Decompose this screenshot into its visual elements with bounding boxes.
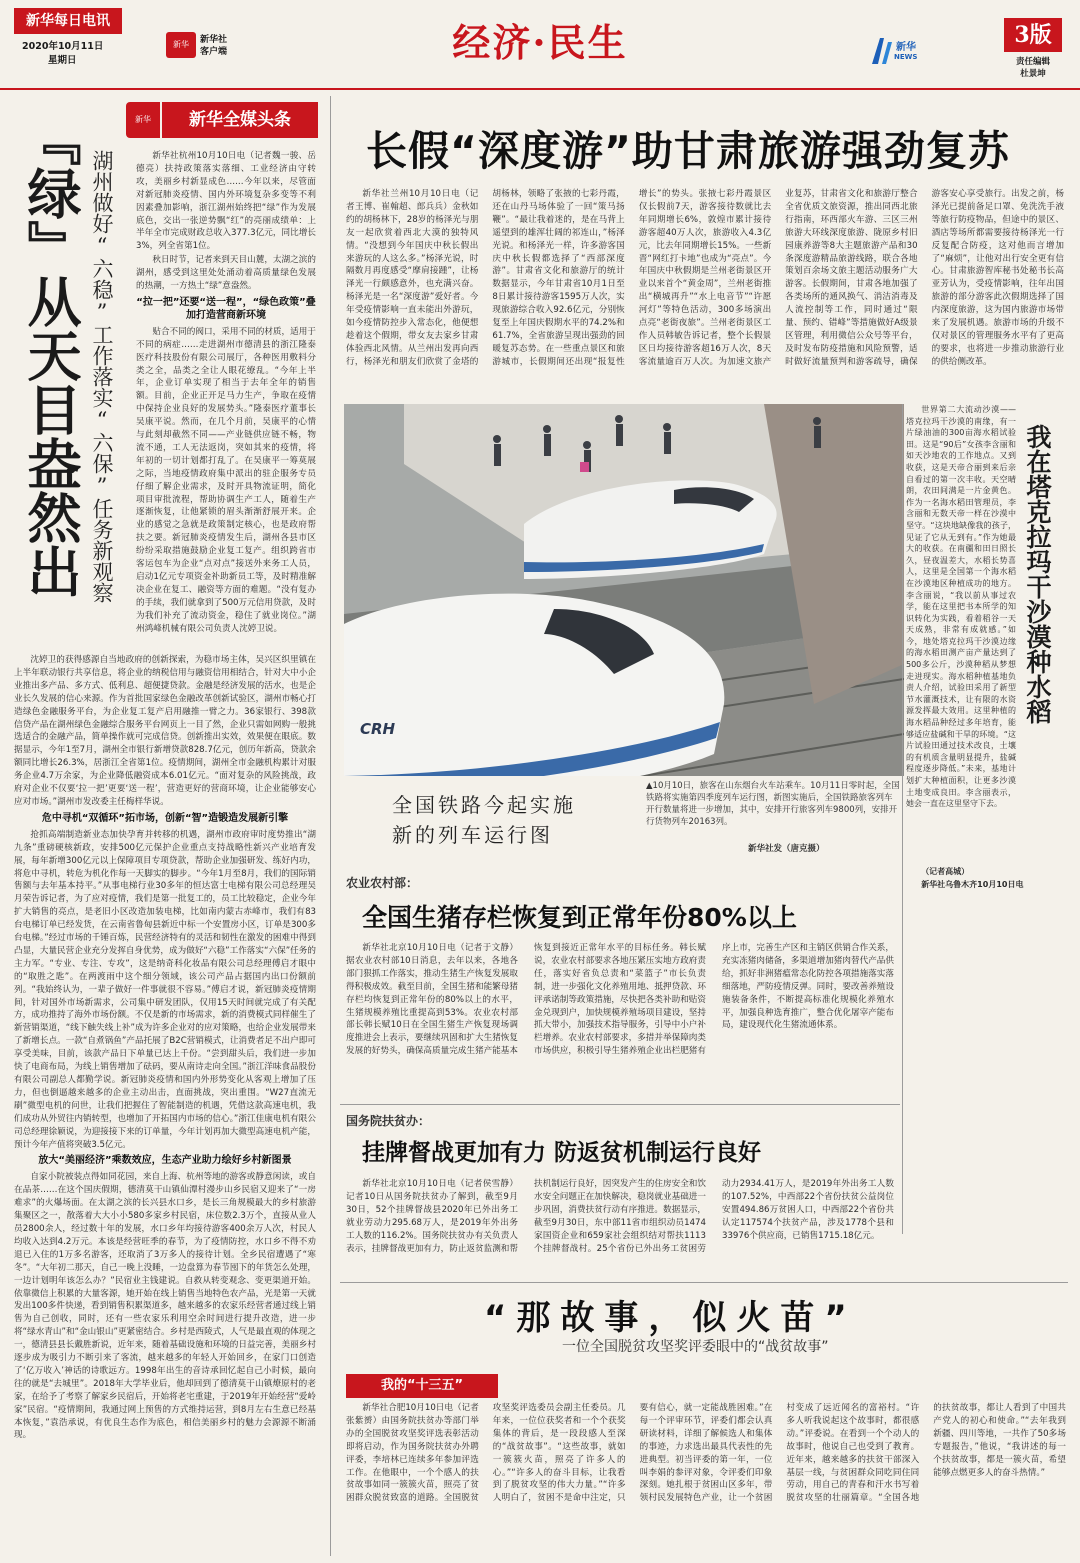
paper-name-badge: 新华每日电讯 [14,8,122,34]
left-section-1-heading: “拉一把”还要“送一程”，“绿色政策”叠加打造营商新环境 [136,296,316,321]
media-headline-banner [122,102,318,138]
left-article-column-2 [14,654,316,1554]
rice-article-headline: 我在塔克拉玛干沙漠种水稻 [1023,424,1052,724]
masthead [0,0,1080,96]
left-column-divider [330,96,331,1556]
editor-name: 杜景坤 [1020,69,1046,79]
left-paragraph-2: 秋日时节，记者来到天目山麓，太湖之滨的湖州，感受到这里处处涌动着高质量绿色发展的热潮，一方热土“绿”意盎然。 [136,255,316,292]
rice-article-credit-line [906,879,1066,891]
left-lead-paragraph: 新华社杭州10月10日电（记者魏一骏、岳德亮）扶持政策落实落细、工业经济由守转攻，美丽乡村新显成色……今年以来，尽管面对新冠肺炎疫情、国内外环境复杂多变等不利因素叠加影响，浙江湖州始终把“绿”作为发展底色，交出一张逆势飘“红”的亮丽成绩单：上半年全市完成财政总收入377.3亿元，同比增长3%，列全省第1位。 [136,151,316,252]
poverty-article-bottom-rule [340,1282,1068,1283]
left-article-subhead: 湖州做好“六稳”工作落实“六保”任务新观察 [90,150,114,603]
issue-date: 2020年10月11日 [22,41,104,52]
xinhua-client-icon: 新华 [166,32,196,58]
rice-article-byline-line [906,866,1066,878]
left-wide-paragraph: 沈婷卫的获得感源自当地政府的创新探索，为稳市场主体，吴兴区织里镇在上半年联动银行共享信息，将企业的纳税信用与融资信用相结合，针对大中小企业推出多产品、多方式、低利息、超便捷贷款。金融是经济发展的活水，也是企业长久发展的信心来源。作为首批国家绿色金融改革创新试验区，湖州市畅心打造绿色金融服务平台，为企业复工复产启用融推一臂之力。36家银行、398款信贷产品在湖州绿色金融综合服务平台网页上一目了然，企业只需如网购一般挑选适合的金融产品，简单操作就可完成信贷。创新推出实效，效果便在眼底。数据显示，今年1至7月，湖州全市银行新增贷款828.7亿元，创历年新高，贷款余额同比增长26.3%，居浙江全省第1位。疫情期间，湖州全市金融机构累计对服务企业4.7万余家，为企业降低融资成本6.01亿元。“面对复杂的风险挑战，政府对企业不仅要‘拉一把’更要‘送一程’，营造更好的营商环境，让企业能够安心应对市场。”湖州市发改委主任梅样华说。 [14,655,316,807]
masthead-rule [0,88,1080,90]
rice-credit: 新华社乌鲁木齐10月10日电 [921,879,1024,889]
left-section-1-text: 贴合不同的阀口，采用不同的材质，适用于不同的病症……走进湖州市德清县的浙江隆泰医疗科技股份有限公司展厅，各种医用敷料分类之全，品类之全让人眼花缭乱。“今年上半年，企业订单实现了相当于去年全年的销售额。目前，企业正开足马力生产，争取在疫情中保持企业良好的发展势头。”隆泰医疗董事长吴康平说。然而，在几个月前，吴康平的心情与此刻却截然不同——产业链供应链不畅，物流不通，工人无法返岗，突如其来的疫情，将年初的一切计划都打乱了。在吴康平一筹莫展之际，当地疫情政府集中派出的驻企服务专员仔细了解企业需求，及时开具物流证明，简化项目审批流程，帮助协调生产工人，随着生产逐渐恢复，让他紧锁的眉头渐渐舒展开来。企业的感觉之急就是政策制定核心，也是政府帮扶之要。新冠肺炎疫情发生后，湖州各县市区纷纷采取措施鼓励企业复工复产。组织跨省市客运包车为企业“点对点”接送外来务工人员，启动1亿元专项资金补助新员工等，及时精准解决企业在复工、融资等方面的难题。“没有复办的手续，我们就拿到了500万元信用贷款，及时为我们补充了流动资金，稳住了就业岗位。”湖州鸿峰机械有限公司负责人沈婷卫说。 [136,326,316,634]
pig-article-headline: 全国生猪存栏恢复到正常年份80%以上 [362,903,797,932]
train-photo [344,404,904,860]
photo-caption: ▲10月10日，旅客在山东烟台火车站乘车。10月11日零时起，全国铁路将实施第四季度列车运行图，新图实施后，全国铁路旅客列车开行数量将进一步增加，其中，安排开行旅客列车9800列，安排开行货物列车20163列。 [646,781,900,827]
banner-text: 新华全媒头条 [162,102,318,138]
left-section-2-heading: 危中寻机“双循环”拓市场，创新“智”造锻造发展新引擎 [41,812,289,824]
crh-badge: CRH [360,720,396,738]
feature-article-text [346,1402,1066,1556]
left-article-headline: 『绿』从天目盎然出 [19,112,82,598]
pig-article-kicker: 农业农村部： [346,876,419,890]
feature-article-tag: 我的“十三五” [346,1374,498,1398]
client-label-line-2: 客户端 [200,47,228,57]
poverty-article-text [346,1178,894,1274]
feature-article-subhead: 一位全国脱贫攻坚奖评委眼中的“战贫故事” [562,1339,829,1355]
client-label-line-1: 新华社 [200,35,228,45]
issue-weekday: 星期日 [48,55,77,66]
banner-logo-icon: 新华 [126,102,160,138]
photo-headline-line-1: 全国铁路今起实施 [392,793,576,817]
news-logo-text: 新华 [896,42,916,53]
page-number-badge: 3版 [1004,18,1062,52]
pig-article-bottom-rule [340,1104,900,1105]
left-section-3-heading: 放大“美丽经济”乘数效应，生态产业助力绘好乡村新图景 [38,1155,292,1167]
feature-article-headline: “那故事，似火苗” [484,1298,857,1338]
gansu-article-paragraph: 新华社兰州10月10日电（记者王博、崔翰超、郎兵兵）金秋如约的胡杨林下，28岁的杨泽光与朋友一起欣赏着西北大漠的独特风情。“没想到今年国庆中秋长假出来游玩的人这么多。”杨泽光说，时隔数月再度感受“摩肩接踵”，让杨泽光一行颇感意外，也充满兴奋。杨泽光是一名“深度游”爱好者。今年受疫情影响一直未能出外游玩，如今疫情防控步入常态化，他便想趁着这个假期，带女友去家乡甘肃体验西北风情。从兰州出发再向西行，杨泽光和朋友们欣赏了金塔的胡杨林，领略了张掖的七彩丹霞，还在山丹马场体验了一回“策马扬鞭”。“最让我着迷的，是在马背上遥望到的雄浑壮阔的祁连山，”杨泽光说。和杨泽光一样，许多游客国庆中秋长假都选择了“西部深度游”。甘肃省文化和旅游厅的统计数据显示，今年甘肃省10月1日至8日累计接待游客1595万人次，实现旅游综合收入92.6亿元，分别恢复至上年国庆假期水平的74.2%和61.7%，全省旅游呈现出强劲的回暖复苏态势。在一些重点景区和旅游城市，长假期间还出现“报复性增长”的势头。张掖七彩丹霞景区仅长假前7天，游客接待数就比去年同期增长6%，敦煌市累计接待游客超40万人次，旅游收入4.3亿元，比去年同期增长15%。一些新晋“网红打卡地”也成为“亮点”。今年国庆中秋假期是兰州老街景区开业以来首个“黄金周”，兰州老街推出“横城再升”“水上电音节”“许愿河灯”等特色活动，300多场演出点亮“老街夜旅”。兰州老街景区工作人员韩敏告诉记者，整个长假景区日均接待游客超16万人次，8天客流量逾百万人次。为加速文旅产业复苏，甘肃省文化和旅游厅整合全省优质文旅资源，推出同西北旅行指南，环西部火车游、三区三州旅游大环线深度旅游、陇原乡村旧园康养游等8大主题旅游产品和30条深度游精品旅游线路，联合各地策划百余场文旅主题活动服务广大游客。长假期间，甘肃各地加强了各类场所的通风换气、消洁消毒及人流控制等工作，同时通过“限量、预约、错峰”等措施做好A级景区管理，利用微信公众号等平台，及时发布防疫措施和风险预警，适时做好流量预判和游客疏导，确保游客安心享受旅行。出发之前，杨泽光已提前备足口罩、免洗洗手液等旅行防疫物品，但途中的景区、酒店等场所都需要接待杨泽光一行反复配合防疫，这对他而言增加了“麻烦”，让他对出行安全更有信心。甘肃旅游智库秘书处秘书长高亚芳认为，受疫情影响，往年出国旅游的部分游客此次假期选择了国内深度旅游，这为国内旅游市场带来了发展机遇。旅游市场的升级不仅对景区的管理服务水平有了更高的要求，也将进一步推动旅游行业的供给侧改革。 [346,189,1064,367]
client-label [200,34,227,58]
news-logo-sub: NEWS [894,53,918,61]
poverty-article-headline: 挂牌督战更加有力 防返贫机制运行良好 [362,1140,762,1166]
editor-title: 责任编辑 [1015,57,1050,67]
photo-headline [392,790,576,850]
gansu-article-text [346,188,1064,398]
feature-article-paragraph: 新华社合肥10月10日电（记者张紫赟）由国务院扶贫办等部门举办的全国脱贫攻坚奖评选表彰活动即将启动，作为国务院扶贫办外聘评委，李培林已连续多年参加评选工作。在他眼中，一个个感人的扶贫故事如同一簇簇火苗，照亮了贫困群众脱贫致富的道路。全国脱贫攻坚奖评选委员会副主任委员。几年来，一位位获奖者和一个个获奖集体的背后，是一段段感人至深的“战贫故事”。“这些故事，就如一簇簇火苗，照亮了许多人的心。”“许多人的奋斗目标，让我看到了脱贫攻坚的伟大力量。”“许多人明白了，贫困不是命中注定，只要有信心，就一定能战胜困难。”在每一个评审环节，评委们都会认真研读材料，详细了解候选人和集体的事迹，力求选出最具代表性的先进典型。初当评委的第一年，一位叫李娟的参评对象，令评委们印象深刻。她扎根于贫困山区多年，带领村民发展特色产业，让一个贫困村变成了远近闻名的富裕村。“许多人听我说起这个故事时，都很感动。”评委说。在看到一个个动人的故事时，他说自己也受到了教育。近年来，越来越多的扶贫干部深入基层一线，与贫困群众同吃同住同劳动，用自己的青春和汗水书写着脱贫攻坚的壮丽篇章。“全国各地的扶贫故事，都让人看到了中国共产党人的初心和使命。”“去年我到新疆、四川等地，一共作了50多场专题报告，”他说，“我讲述的每一个扶贫故事，都是一簇火苗，希望能够点燃更多人的奋斗热情。” [346,1403,1066,1504]
poverty-article-paragraph: 新华社北京10月10日电（记者侯雪静）记者10日从国务院扶贫办了解到，截至9月30日，52个挂牌督战县2020年已外出务工就业劳动力295.68万人，是2019年外出务工人数的116.2%。国务院扶贫办有关负责人表示，挂牌督战更加有力，防止返贫监测和帮扶机制运行良好，因突发产生的住房安全和饮水安全问题正在加快解决，稳岗就业基础进一步巩固，消费扶贫行动有序推进。数据显示，截至9月30日，东中部11省市组织动员1474家国资企业和659家社会组织结对帮扶1113个挂牌督战村。25个省份已外出务工贫困劳动力2934.41万人，是2019年外出务工人数的107.52%，中西部22个省份扶贫公益岗位安置494.86万贫困人口，中西部22个省份共认定117574个扶贫产品，涉及1778个县和33976个供应商，已销售1715.18亿元。 [346,1179,894,1254]
poverty-article-kicker: 国务院扶贫办： [346,1114,431,1128]
left-section-2-text: 抢抓高端制造新业态加快孕育并转移的机遇，湖州市政府审时度势推出“湖九条”重磅硬核新政，安排500亿元保护企业重点支持战略性新兴产业培育发展，每年新增300亿元以上保障项目专项贷款，帮助企业加强研发、练好内功，将危中寻机，转危为机化作每一天脚实的脚步。“今年1月至8月，我们的国际销售额与去年基本持平。”从事电梯行业30多年的恒达富士电梯有限公司总经理吴月荣告诉记者，为了应对疫情，我们是第一批复工的，员工比较稳定，企业今年扩大销售的亮点，是老旧小区改造加装电梯，比如南内蒙古赤峰市，我们有83台电梯订单已经发货，在云南省鲁甸县新近中标一个安置房小区，订单是300多台电梯。”经过市场的千锤百炼，民营经济特有的灵活和韧性在激发的困难中得到凸显，大量民营企业充分发挥自身优势，成为做好“六稳”工作落实“六保”任务的主力军。“专业、专注、专攻”，这是纳奇科化妆品有限公司总经理傅启才眼中的“取胜之匙”。在两渡雨中这个细分领域，该公司产品占据国内出口份额前列。“我始终认为，一辈子做好一件事就很不容易。”傅启才说，新冠肺炎疫情期间，针对国外市场新需求，公司集中研发团队，仅用15天时间就完成了有关配方，成功推持了海外市场份额。不仅是新的市场需求，新的消费模式同样催生了新营销渠道，“线下触失线上补”成为许多企业对的应对策略，也给企业发展带来了新增长点。一款“自煮锅鱼”产品托展了B2C营销模式，让消费者足不出户即可享受美味，目前，该款产品日下单量已达上千份。“尝到甜头后，我们进一步加快了电商布局，为线上销售增加了砝码，要从南诗走向全国。”浙江洋味食品股份有限公司副总人都勤学说。新冠肺炎疫情和国内外形势变化从客观上增加了压力，但也倒逼越来越多的企业主动出击，直面挑战，突出重围。“W27直流无刷”微型电机的问世，让我们把握住了智能制造的机遇，凭借这款高速电机，我们成功从外贸往内销转型，也增加了开拓国内市场的信心。”浙江佳康电机有限公司总经理徐颖说，为迎接接下来的订单量，今年计划再加大微型高速电机产能，预计今年产值将突破3.5亿元。 [14,829,316,1150]
section-title: 经济·民生 [452,20,628,65]
main-headline: 长假“深度游”助甘肃旅游强劲复苏 [366,127,1010,175]
rice-byline: （记者高城） [921,867,970,876]
photo-credit: 新华社发（唐克摄） [748,844,825,854]
rice-article-paragraph: 世界第二大流动沙漠——塔克拉玛干沙漠的南缘，有一片绿油油的300亩海水稻试验田。这是“90后”女孩李含丽和如天沙地农的工作地点。又到收获，这是天帝合丽到来后亲自看过的第一次丰收。天空晴朗，农田间满是一片金黄色。作为一名海水稻田管理员，李含丽和无数天帝一样在沙漠中坚守。“这块地缺像我的孩子，见证了它从无到有。”作为她最大的收获。在南疆和田日照长久，昼夜温差大，水稻长势喜人，这里是全国第一个海水稻在沙漠地区种植成功的地方。李含丽说，“我以前从事过农学，能在这里把书本所学的知识转化为实践，看着稻谷一天天成熟，非常有成就感。”如今，地处塔克拉玛干沙漠边缘的海水稻田测产亩产量达到了500多公斤，沙漠种稻从梦想走进现实。海水稻种植基地负责人介绍，试验田采用了新型节水灌溉技术，让有限的水资源发挥最大效用。这里种植的海水稻品种经过多年培育，能够适应盐碱和干旱的环境。“这片试验田通过技术改良，土壤的有机质含量明显提升，盐碱程度逐步降低。”未来，基地计划扩大种植面积，让更多沙漠土地变成良田。李含丽表示，她会一直在这里坚守下去。 [906,405,1016,809]
rice-article-continued [906,866,1066,1246]
news-logo-icon [870,36,920,66]
left-article-column-1 [136,150,316,650]
photo-headline-line-2: 新的列车运行图 [392,823,553,847]
pig-article-text [346,942,894,1100]
rice-article-text [906,404,1016,860]
editor-label [1004,56,1062,80]
left-section-3-text: 自家小院被装点得如同花园，来自上海、杭州等地的游客或静意闲读，或自在品茶……在这个国庆假期，德清莫干山镇仙潭村漫步山乡民宿又迎来了“一房难求”的火爆场面。在太湖之滨的长兴县水口乡，是长三角规模最大的乡村旅游集聚区之一，散落着大大小小580多家乡村民宿，床位数2.3万个，直接从业人员2800余人，经过数十年的发展，水口乡年均接待游客400余万人次，村民人均收入达到4.2万元。本该是经营旺季的春节，为了疫情防控，水口乡不得不劝退已入住的1万多名游客，还取消了3万多人的接待计划。全乡民宿遭遇了“寒冬”。“大年初二那天，自己一晚上没睡，一边盘算为春节囤下的年货怎么处理，一边计划明年该怎么办？”民宿业主钱建说。自救从转变观念、变更渠道开始。依靠微信上积累的大量客源，她开始在线上销售当地特色农产品，光是第一天就发出100多件快递，看到销售积累渠道多，越来越多的农家乐经营者通过线上销售为自己创收，同时，还有一些农家乐利用空余时间进行提升改造，进一步将“绿水青山”和“金山银山”更紧密结合。乡村是西陵式，人气是最直观的体现之一，德清县县长戴胜新说，近年来，随着基础设施和环境的日益完善，美丽乡村逐步成为吸引力不断引来了客流，越来越多的年轻人开始回乡，在家门口创造了‘亿万收入’神话的诗歌远方。1998年出生的音诗承回忆起自己小时候，最向往的就是“去城里”。2018年大学毕业后，他却回到了德清莫干山镇燎原村的老家，在给予了考察了解家乡民宿后，开始将老宅重建，于2019年开始经营“爱岭家”民宿。“疫情期间，我通过网上预售的方式维持运营，到8月左右生意已经基本恢复，”袁浩承说，有优良生态作为底色，相信美丽乡村的魅力会源源不断涌现。 [14,1172,316,1441]
pig-article-paragraph: 新华社北京10月10日电（记者于文静）据农业农村部10日消息，去年以来，各地各部门狠抓工作落实，推动生猪生产恢复发展取得积极成效。截至目前，全国生猪和能繁母猪存栏均恢复到正常年份的80%以上的水平，生猪规模养殖比重提高到53%。农业农村部部长韩长赋10日在全国生猪生产恢复现场调度推进会上表示，要继续巩固和扩大生猪恢复发展的好势头，确保高质量完成生猪产能基本恢复到接近正常年水平的目标任务。韩长赋说，农业农村部要求各地压紧压实地方政府责任，落实好省负总责和“菜篮子”市长负责制，进一步强化文化养殖用地、抵押贷款、环评承诺制等政策措施，尽快把各类补助和贴资金兑现到户，加快规模养殖场项目建设，坚持抓大带小，加强技术指导服务，引导中小户补栏增养。农业农村部要求，多措并举保障肉类市场供应，积极引导生猪养殖企业出栏肥猪有序上市，完善生产区和主销区供销合作关系，充实冻猪肉储备，多渠道增加猪肉替代产品供给，抓好非洲猪瘟常态化防控各项措施落实落细落地，严防疫情反弹。同时，要改善养殖设施装备条件，不断提高标准化规模化养殖水平，加强良种选育推广，整合优化屠宰产能布局，建设现代化生猪流通体系。 [346,943,894,1057]
rice-column-divider [902,404,903,1234]
